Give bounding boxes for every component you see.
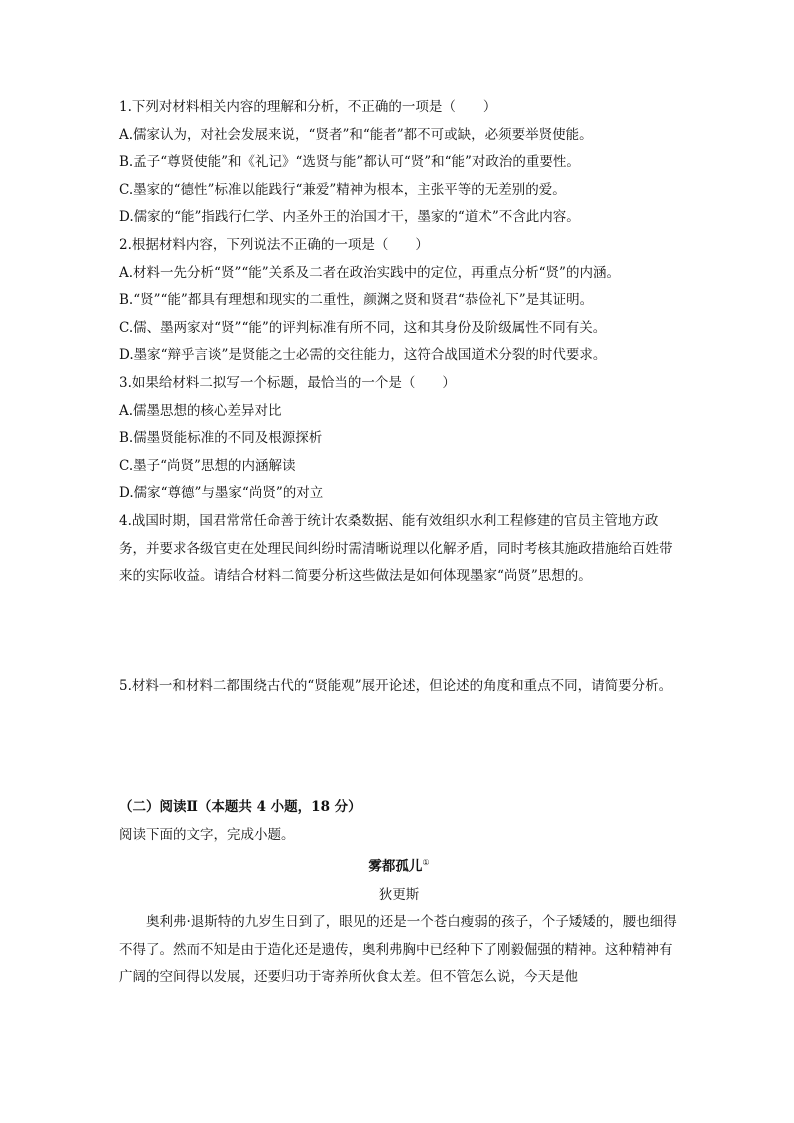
question-2-stem: 2.根据材料内容，下列说法不正确的一项是（ ） (119, 236, 429, 253)
section-2-instruction: 阅读下面的文字，完成小题。 (119, 826, 295, 843)
question-3-option-c: C.墨子“尚贤”思想的内涵解读 (119, 457, 296, 474)
question-2-option-d: D.墨家“辩乎言谈”是贤能之士必需的交往能力，这符合战国道术分裂的时代要求。 (119, 347, 607, 364)
question-1-option-c: C.墨家的“德性”标准以能践行“兼爱”精神为根本，主张平等的无差别的爱。 (119, 181, 566, 198)
question-3-option-a: A.儒墨思想的核心差异对比 (119, 402, 282, 419)
question-5-text: 5.材料一和材料二都围绕古代的“贤能观”展开论述，但论述的角度和重点不同，请简要分析。 (119, 677, 673, 694)
page-content (119, 94, 679, 992)
question-2-option-b: B.“贤”“能”都具有理想和现实的二重性，颜渊之贤和贤君“恭俭礼下”是其证明。 (119, 292, 594, 309)
story-paragraph: 奥利弗·退斯特的九岁生日到了，眼见的还是一个苍白瘦弱的孩子，个子矮矮的，腰也细得不得了。然而不知是由于造化还是遗传，奥利弗胸中已经种下了刚毅倔强的精神。这种精神有广阔的空间得以发展，还要归功于寄养所伙食太差。但不管怎么说，今天是他 (119, 914, 677, 986)
question-1-option-a: A.儒家认为，对社会发展来说，“贤者”和“能者”都不可或缺，必须要举贤使能。 (119, 126, 593, 143)
question-1-option-d: D.儒家的“能”指践行仁学、内圣外王的治国才干，墨家的“道术”不含此内容。 (119, 209, 580, 226)
story-title-text: 雾都孤儿 (368, 858, 423, 875)
question-1-stem: 1.下列对材料相关内容的理解和分析，不正确的一项是（ ） (119, 99, 497, 115)
question-3-option-d: D.儒家“尊德”与墨家“尚贤”的对立 (119, 485, 324, 502)
story-title (119, 849, 679, 881)
story-author: 狄更斯 (378, 886, 420, 903)
answer-space-4 (119, 591, 679, 673)
section-2-title: （二）阅读Ⅱ（本题共 4 小题，18 分） (119, 799, 362, 816)
question-3-option-b: B.儒墨贤能标准的不同及根源探析 (119, 430, 323, 447)
question-1-option-b: B.孟子“尊贤使能”和《礼记》“选贤与能”都认可“贤”和“能”对政治的重要性。 (119, 154, 580, 171)
question-2-option-c: C.儒、墨两家对“贤”“能”的评判标准有所不同，这和其身份及阶级属性不同有关。 (119, 319, 607, 336)
question-3-stem: 3.如果给材料二拟写一个标题，最恰当的一个是（ ） (119, 374, 456, 391)
answer-space-5 (119, 700, 679, 794)
question-4-text: 4.战国时期，国君常常任命善于统计农桑数据、能有效组织水利工程修建的官员主管地方政务，并要求各级官吏在处理民间纠纷时需清晰说理以化解矛盾，同时考核其施政措施给百姓带来的实际收益。请结合材料二简要分析这些做法是如何体现墨家“尚贤”思想的。 (119, 512, 673, 585)
question-2-option-a: A.材料一先分析“贤”“能”关系及二者在政治实践中的定位，再重点分析“贤”的内涵。 (119, 264, 620, 281)
footnote-marker: ① (422, 858, 430, 868)
